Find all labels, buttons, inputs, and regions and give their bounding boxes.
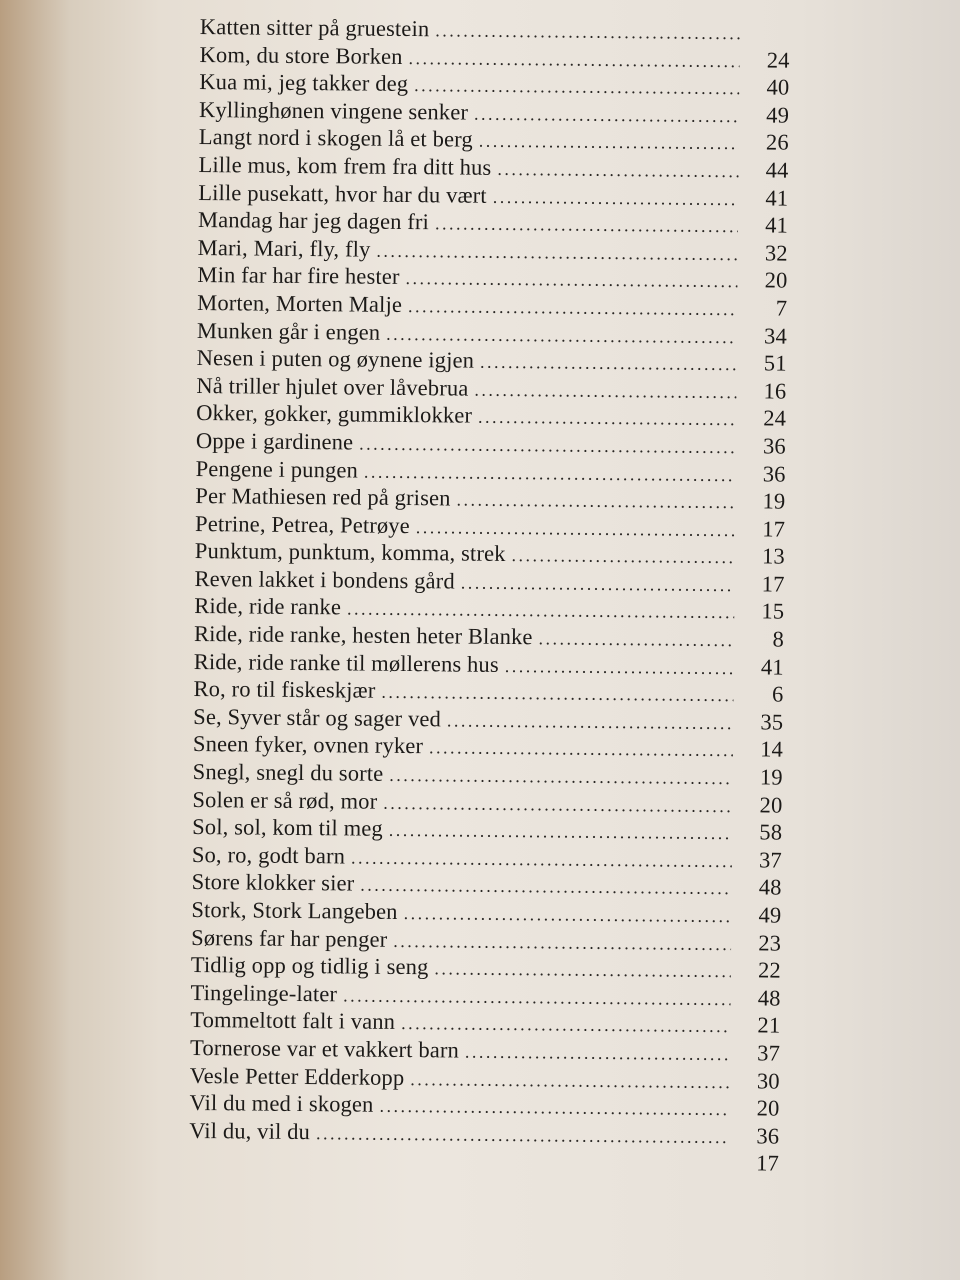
dot-leader xyxy=(479,131,739,154)
dot-leader xyxy=(386,323,737,347)
toc-entry-title: Ro, ro til fiskeskjær xyxy=(193,676,376,703)
toc-entry-title: Ride, ride ranke xyxy=(194,593,342,620)
toc-entry-title: Kua mi, jeg takker deg xyxy=(199,69,409,97)
toc-entry-title: Morten, Morten Malje xyxy=(197,289,403,317)
toc-entry-title: Kom, du store Borken xyxy=(199,41,403,69)
toc-entry-title: Sol, sol, kom til meg xyxy=(192,814,383,842)
toc-entry-title: Vil du med i skogen xyxy=(189,1090,374,1117)
toc-entry-page-number: 37 xyxy=(757,1040,781,1066)
toc-entry-page-number: 13 xyxy=(761,543,785,569)
toc-entry-page-number: 41 xyxy=(765,184,789,211)
dot-leader xyxy=(393,930,731,954)
toc-entry-title: Se, Syver står og sager ved xyxy=(193,703,442,732)
toc-entry-page-number: 20 xyxy=(756,1095,780,1121)
toc-entry-page-number: 36 xyxy=(762,460,786,487)
toc-entry-title: Mari, Mari, fly, fly xyxy=(197,234,371,262)
toc-entry-page-number: 36 xyxy=(756,1123,780,1149)
toc-entry-title: Lille pusekatt, hvor har du vært xyxy=(198,179,487,208)
dot-leader xyxy=(474,103,739,127)
dot-leader xyxy=(447,710,733,734)
toc-entry-title: Kyllinghønen vingene senker xyxy=(198,96,469,125)
toc-entry-page-number: 41 xyxy=(765,212,789,238)
toc-entry-page-number: 14 xyxy=(760,736,784,763)
dot-leader xyxy=(360,875,732,900)
toc-entry-title: Petrine, Petrea, Petrøye xyxy=(194,510,411,538)
toc-entry-title: Min far har fire hester xyxy=(197,262,400,290)
dot-leader xyxy=(416,517,735,541)
dot-leader xyxy=(505,656,734,679)
toc-entry-page-number: 8 xyxy=(772,626,785,652)
toc-entry-page-number: 17 xyxy=(762,516,786,542)
toc-entry-page-number: 21 xyxy=(757,1012,781,1038)
toc-entry-title: Sneen fyker, ovnen ryker xyxy=(192,731,424,759)
dot-leader xyxy=(435,20,740,44)
dot-leader xyxy=(316,1123,729,1148)
toc-entry-page-number: 32 xyxy=(764,240,788,266)
toc-entry-page-number: 49 xyxy=(758,902,782,928)
dot-leader xyxy=(379,1096,729,1120)
toc-entry-title: Punktum, punktum, komma, strek xyxy=(194,538,506,567)
dot-leader xyxy=(461,572,735,596)
dot-leader xyxy=(456,490,735,514)
toc-entry-page-number: 30 xyxy=(756,1067,780,1094)
table-of-contents xyxy=(189,14,790,1179)
toc-entry-title: Oppe i gardinene xyxy=(195,427,354,455)
dot-leader xyxy=(414,75,739,99)
toc-entry-page-number: 48 xyxy=(757,985,781,1011)
toc-entry-title: Okker, gokker, gummiklokker xyxy=(196,400,473,428)
dot-leader xyxy=(405,268,737,292)
toc-entry-title: Tidlig opp og tidlig i seng xyxy=(190,952,429,980)
toc-entry-page-number: 19 xyxy=(762,488,786,514)
toc-entry-title: Sørens far har penger xyxy=(191,924,388,952)
dot-leader xyxy=(389,765,733,789)
toc-entry-title: Vil du, vil du xyxy=(189,1117,311,1144)
toc-entry-page-number: 44 xyxy=(765,157,789,183)
dot-leader xyxy=(497,159,738,182)
dot-leader xyxy=(359,433,736,458)
dot-leader xyxy=(389,820,733,844)
toc-entry-page-number: 6 xyxy=(771,681,784,707)
toc-entry-title: Nesen i puten og øynene igjen xyxy=(196,345,475,373)
toc-entry-title: Pengene i pungen xyxy=(195,455,359,483)
toc-entry-page-number: 19 xyxy=(759,764,783,790)
toc-entry-page-number: 15 xyxy=(761,598,785,625)
toc-entry-title: Ride, ride ranke, hesten heter Blanke xyxy=(193,621,533,650)
dot-leader xyxy=(480,352,737,375)
toc-entry-title: Tingelinge-later xyxy=(190,979,338,1007)
toc-entry-title: Katten sitter på gruestein xyxy=(199,14,430,42)
toc-entry-page-number: 23 xyxy=(758,929,782,956)
dot-leader xyxy=(538,628,734,651)
dot-leader xyxy=(343,985,731,1010)
dot-leader xyxy=(435,213,738,237)
toc-entry-page-number: 20 xyxy=(759,792,783,818)
dot-leader xyxy=(474,379,736,403)
toc-entry-title: Stork, Stork Langeben xyxy=(191,896,398,924)
toc-entry-title: Mandag har jeg dagen fri xyxy=(197,207,430,235)
toc-entry-page-number: 41 xyxy=(760,654,784,680)
toc-entry-page-number: 16 xyxy=(763,378,787,404)
toc-entry-title: Vesle Petter Edderkopp xyxy=(189,1062,405,1090)
toc-entry-page-number: 37 xyxy=(758,847,783,873)
dot-leader xyxy=(429,738,733,762)
toc-entry-page-number: 35 xyxy=(760,709,784,735)
dot-leader xyxy=(410,1069,730,1093)
toc-entry-page-number: 34 xyxy=(764,322,788,349)
toc-entry-page-number: 7 xyxy=(775,295,788,321)
toc-entry-page-number: 36 xyxy=(762,433,786,459)
dot-leader xyxy=(351,847,732,872)
toc-entry-title: Nå triller hjulet over låvebrua xyxy=(196,372,469,401)
dot-leader xyxy=(511,545,734,568)
toc-entry-title: Solen er så rød, mor xyxy=(192,786,378,814)
dot-leader xyxy=(434,958,731,982)
dot-leader xyxy=(478,407,736,430)
toc-entry-title: Ride, ride ranke til møllerens hus xyxy=(193,648,499,677)
toc-entry-page-number: 40 xyxy=(766,74,790,100)
toc-entry-page-number: 24 xyxy=(763,405,787,431)
toc-entry-page-number: 49 xyxy=(766,102,790,128)
toc-entry-page-number: 58 xyxy=(759,819,783,845)
toc-entry-title: Snegl, snegl du sorte xyxy=(192,758,384,786)
toc-entry-title: Langt nord i skogen lå et berg xyxy=(198,124,473,152)
toc-entry-title: Reven lakket i bondens gård xyxy=(194,565,455,594)
dot-leader xyxy=(465,1042,730,1066)
dot-leader xyxy=(381,682,733,706)
dot-leader xyxy=(376,240,737,264)
toc-entry-title: Tommeltott falt i vann xyxy=(190,1007,396,1035)
dot-leader xyxy=(404,903,732,927)
toc-entry-page-number: 48 xyxy=(758,874,782,901)
dot-leader xyxy=(493,186,739,209)
dot-leader xyxy=(408,296,737,320)
toc-entry-title: Munken går i engen xyxy=(196,317,381,345)
toc-entry-title: Store klokker sier xyxy=(191,869,355,896)
dot-leader xyxy=(364,461,736,486)
toc-entry-page-number: 26 xyxy=(765,129,789,156)
toc-entry-title: Lille mus, kom frem fra ditt hus xyxy=(198,151,492,180)
dot-leader xyxy=(408,48,739,72)
toc-entry-page-number: 17 xyxy=(761,571,785,597)
dot-leader xyxy=(401,1013,730,1037)
dot-leader xyxy=(347,599,734,624)
dot-leader xyxy=(383,792,732,816)
toc-entry-page-number: 51 xyxy=(763,350,787,376)
toc-entry-page-number: 22 xyxy=(757,957,781,983)
toc-entry-page-number: 24 xyxy=(766,47,790,73)
toc-entry-page-number: 20 xyxy=(764,267,788,293)
toc-entry-title: Per Mathiesen red på grisen xyxy=(195,483,451,511)
toc-entry-title: So, ro, godt barn xyxy=(191,841,346,869)
toc-entry xyxy=(189,1145,779,1178)
toc-entry-page-number: 17 xyxy=(756,1150,780,1176)
toc-entry-title: Tornerose var et vakkert barn xyxy=(189,1034,460,1063)
